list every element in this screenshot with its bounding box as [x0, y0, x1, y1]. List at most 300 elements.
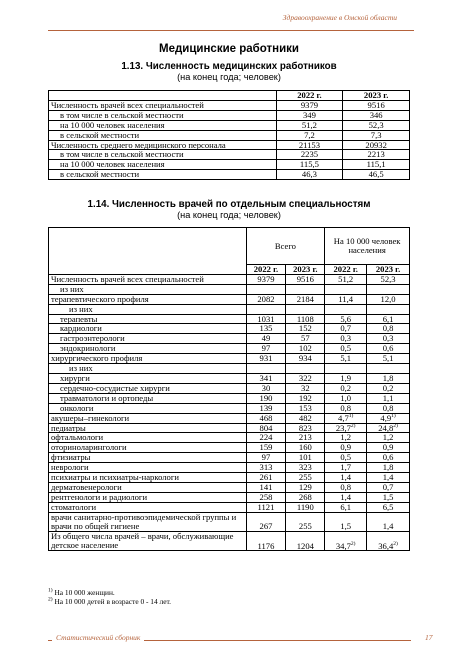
section1-subheading: (на конец года; человек)	[177, 72, 281, 82]
table2-cell-a	[246, 274, 286, 284]
table2-cell-d	[367, 294, 410, 304]
table2-cell-b	[286, 463, 325, 473]
table2-row-label: из них	[49, 364, 247, 374]
table2-value: 1121	[257, 501, 275, 512]
table2-cell-c	[325, 334, 367, 344]
table1-cell-v2023: 346	[343, 110, 410, 120]
section1-caption	[48, 61, 410, 82]
table2-header-total: Всего	[246, 228, 325, 265]
table2-value: 57	[301, 333, 310, 344]
table2-row	[49, 463, 410, 473]
table2-value: 0,9	[340, 442, 352, 453]
table2-cell-a	[246, 334, 286, 344]
table2-value: 159	[259, 442, 273, 453]
table2-cell-c	[325, 274, 367, 284]
table1-header-2023: 2023 г.	[343, 91, 410, 101]
footnote-ref: 2)	[393, 422, 398, 429]
table2-cell-c	[325, 324, 367, 334]
table2-value: 1,7	[340, 462, 352, 473]
table2-value: 52,3	[380, 273, 396, 284]
table2-row-label: акушеры–гинекологи	[49, 413, 247, 423]
table2-value: 213	[298, 432, 312, 443]
table2-value: 1,9	[340, 372, 352, 383]
table2-value: 4,9	[380, 412, 392, 423]
footnote-2	[48, 597, 171, 606]
table2-value: 97	[261, 452, 271, 463]
table2-cell-d	[367, 443, 410, 453]
table2-cell-a	[246, 324, 286, 334]
table2-row	[49, 304, 410, 314]
table2-row	[49, 453, 410, 463]
table2-value: 1,8	[382, 372, 394, 383]
table2-value: 0,8	[340, 481, 352, 492]
section2-subheading: (на конец года; человек)	[177, 210, 281, 220]
table2-cell-a	[246, 413, 286, 423]
table2-value: 139	[259, 402, 273, 413]
table2-cell-b	[286, 274, 325, 284]
table2-cell-b	[286, 294, 325, 304]
table2-row	[49, 473, 410, 483]
table2-row-label: из них	[49, 284, 247, 294]
table2-cell-c	[325, 314, 367, 324]
table2-cell-b	[286, 423, 325, 433]
table2-row-label: Из общего числа врачей – врачи, обслуживающие детское население	[49, 532, 247, 551]
table2-cell-d	[367, 344, 410, 354]
table2-value: 0,2	[382, 382, 394, 393]
table2-value: 6,1	[340, 501, 352, 512]
running-header: Здравоохранение в Омской области	[282, 13, 397, 22]
table2-value: 1108	[296, 313, 314, 324]
table2-row	[49, 492, 410, 502]
table2-value: 255	[298, 472, 312, 483]
table1-cell-v2022: 2235	[276, 150, 343, 160]
table2-cell-a	[246, 383, 286, 393]
table2-cell-d	[367, 383, 410, 393]
table2-cell-a	[246, 532, 286, 551]
table2-cell-b	[286, 403, 325, 413]
table1-row	[49, 160, 410, 170]
table2-cell-c	[325, 473, 367, 483]
table2-cell-d	[367, 324, 410, 334]
table2-row-label: сердечно-сосудистые хирурги	[49, 383, 247, 393]
table2-value: 6,5	[382, 501, 394, 512]
table2-value: 135	[259, 323, 273, 334]
table2-value: 11,4	[338, 293, 354, 304]
table1-cell-v2023: 46,5	[343, 170, 410, 180]
table2-row-label: терапевты	[49, 314, 247, 324]
table2-cell-d	[367, 492, 410, 502]
table2-value: 190	[259, 392, 273, 403]
medical-workers-table	[48, 90, 410, 180]
table2-row	[49, 284, 410, 294]
footnote-ref: 1)	[391, 412, 396, 419]
table2-value: 934	[298, 353, 312, 364]
table2-cell-c	[325, 403, 367, 413]
table2-row-label: травматологи и ортопеды	[49, 393, 247, 403]
table2-cell-c	[325, 433, 367, 443]
table1-cell-v2023: 7,3	[343, 130, 410, 140]
table2-cell-a	[246, 364, 286, 374]
table2-value: 1176	[257, 540, 275, 551]
table2-value: 313	[259, 462, 273, 473]
table2-row	[49, 433, 410, 443]
table2-value: 0,7	[340, 323, 352, 334]
table2-cell-b	[286, 453, 325, 463]
footnote-2-mark: 2)	[48, 596, 53, 603]
table1-row	[49, 100, 410, 110]
table1-row-label: на 10 000 человек населения	[49, 160, 277, 170]
table2-value: 267	[259, 521, 273, 532]
table2-row	[49, 502, 410, 512]
table2-value: 2184	[296, 293, 314, 304]
table2-cell-b	[286, 443, 325, 453]
table2-cell-c	[325, 423, 367, 433]
table2-row-label: офтальмологи	[49, 433, 247, 443]
table2-cell-b	[286, 314, 325, 324]
table2-row	[49, 324, 410, 334]
table2-cell-a	[246, 354, 286, 364]
table2-cell-a	[246, 284, 286, 294]
footnote-ref: 2)	[393, 540, 398, 547]
table2-row	[49, 403, 410, 413]
table2-cell-c	[325, 284, 367, 294]
footnote-1	[48, 588, 115, 597]
table2-row	[49, 413, 410, 423]
table2-cell-a	[246, 314, 286, 324]
table2-cell-d	[367, 304, 410, 314]
table2-cell-d	[367, 532, 410, 551]
table2-value: 341	[259, 372, 273, 383]
table1-row-label: в сельской местности	[49, 130, 277, 140]
table2-cell-b	[286, 502, 325, 512]
table2-value: 5,1	[382, 353, 394, 364]
table2-row-label: психиатры и психиатры-наркологи	[49, 473, 247, 483]
footnote-1-text: На 10 000 женщин.	[54, 588, 115, 597]
table2-cell-d	[367, 512, 410, 531]
table2-cell-a	[246, 492, 286, 502]
table2-header-rate-2023: 2023 г.	[367, 265, 410, 275]
table2-value: 1190	[296, 501, 314, 512]
table2-cell-c	[325, 304, 367, 314]
table2-header-empty	[49, 228, 247, 275]
table1-header-empty	[49, 91, 277, 101]
table2-value: 1,1	[382, 392, 394, 403]
table2-value: 255	[298, 521, 312, 532]
table2-row-label: оториноларингологи	[49, 443, 247, 453]
table2-value: 153	[298, 402, 312, 413]
table2-value: 160	[298, 442, 312, 453]
table2-cell-c	[325, 492, 367, 502]
table2-cell-c	[325, 482, 367, 492]
table2-cell-b	[286, 304, 325, 314]
table2-value: 0,8	[382, 323, 394, 334]
table2-cell-b	[286, 473, 325, 483]
table2-cell-b	[286, 324, 325, 334]
table2-cell-c	[325, 512, 367, 531]
table2-cell-d	[367, 463, 410, 473]
table2-value: 97	[261, 343, 271, 354]
table2-row-label: фтизиатры	[49, 453, 247, 463]
table2-value: 1,5	[340, 521, 352, 532]
table2-value: 49	[261, 333, 271, 344]
table2-cell-b	[286, 383, 325, 393]
table1-row	[49, 110, 410, 120]
table2-value: 9516	[296, 273, 314, 284]
table2-row	[49, 423, 410, 433]
table1-row	[49, 140, 410, 150]
table2-cell-d	[367, 482, 410, 492]
table2-header-total-2022: 2022 г.	[246, 265, 286, 275]
table2-value: 323	[298, 462, 312, 473]
table2-value: 0,6	[382, 343, 394, 354]
table2-value: 0,5	[340, 452, 352, 463]
table2-row	[49, 354, 410, 364]
table2-row	[49, 314, 410, 324]
table2-value: 0,2	[340, 382, 352, 393]
table2-row	[49, 294, 410, 304]
table2-cell-b	[286, 284, 325, 294]
table2-value: 931	[259, 353, 273, 364]
table1-row-label: Численность врачей всех специальностей	[49, 100, 277, 110]
table1-row	[49, 170, 410, 180]
table2-value: 1,4	[340, 491, 352, 502]
table2-value: 468	[259, 412, 273, 423]
table2-value: 34,7	[335, 540, 351, 551]
table1-header-2022: 2022 г.	[276, 91, 343, 101]
footnote-ref: 2)	[350, 540, 356, 547]
table2-value: 0,5	[340, 343, 352, 354]
table2-row-label: гастроэнтерологи	[49, 334, 247, 344]
table2-row	[49, 364, 410, 374]
table2-value: 4,7	[338, 412, 349, 423]
table2-cell-c	[325, 373, 367, 383]
table2-value: 129	[298, 481, 312, 492]
table2-row-label: из них	[49, 304, 247, 314]
table1-cell-v2023: 115,1	[343, 160, 410, 170]
table2-value: 5,1	[340, 353, 352, 364]
table2-value: 2082	[257, 293, 275, 304]
table2-value: 261	[259, 472, 273, 483]
table2-cell-c	[325, 364, 367, 374]
table2-cell-d	[367, 364, 410, 374]
table2-cell-c	[325, 463, 367, 473]
table2-cell-d	[367, 413, 410, 423]
table2-value: 1,5	[382, 491, 394, 502]
table2-cell-a	[246, 294, 286, 304]
header-rule-tail	[410, 30, 414, 31]
table2-value: 1,8	[382, 462, 394, 473]
table2-value: 102	[298, 343, 312, 354]
table2-value: 6,1	[382, 313, 394, 324]
table2-cell-c	[325, 502, 367, 512]
table2-row-label: неврологи	[49, 463, 247, 473]
table2-value: 1,4	[340, 472, 352, 483]
table2-value: 101	[298, 452, 312, 463]
table1-cell-v2023: 52,3	[343, 120, 410, 130]
table2-cell-b	[286, 492, 325, 502]
table2-cell-c	[325, 294, 367, 304]
table2-cell-a	[246, 482, 286, 492]
table2-cell-c	[325, 344, 367, 354]
table1-cell-v2022: 7,2	[276, 130, 343, 140]
section2-caption	[48, 199, 410, 220]
table2-cell-a	[246, 373, 286, 383]
table2-row-label: эндокринологи	[49, 344, 247, 354]
table2-cell-a	[246, 403, 286, 413]
table2-cell-c	[325, 383, 367, 393]
table2-cell-b	[286, 532, 325, 551]
table2-row	[49, 373, 410, 383]
section2-heading: 1.14. Численность врачей по отдельным специальностям	[87, 199, 371, 210]
table2-row-label: онкологи	[49, 403, 247, 413]
table2-row-label: хирурги	[49, 373, 247, 383]
table2-value: 51,2	[338, 273, 354, 284]
header-rule	[48, 30, 411, 31]
table2-value: 1031	[257, 313, 275, 324]
table1-cell-v2023: 9516	[343, 100, 410, 110]
table2-value: 36,4	[378, 540, 394, 551]
table2-row-label: терапевтического профиля	[49, 294, 247, 304]
table2-cell-b	[286, 364, 325, 374]
table2-cell-a	[246, 512, 286, 531]
table2-cell-b	[286, 482, 325, 492]
table2-cell-a	[246, 304, 286, 314]
table2-cell-b	[286, 354, 325, 364]
table2-cell-c	[325, 532, 367, 551]
table2-value: 224	[259, 432, 273, 443]
table2-cell-d	[367, 284, 410, 294]
table2-cell-a	[246, 463, 286, 473]
table2-cell-b	[286, 344, 325, 354]
table2-row	[49, 393, 410, 403]
table1-row-label: на 10 000 человек населения	[49, 120, 277, 130]
table2-value: 1,0	[340, 392, 352, 403]
table2-row-label: хирургического профиля	[49, 354, 247, 364]
table2-value: 9379	[257, 273, 275, 284]
table2-cell-d	[367, 334, 410, 344]
table2-cell-b	[286, 393, 325, 403]
table2-value: 0,9	[382, 442, 394, 453]
table2-value: 823	[298, 422, 312, 433]
table2-header-per10k: На 10 000 человек населения	[325, 228, 410, 265]
table2-value: 258	[259, 491, 273, 502]
table1-cell-v2022: 46,3	[276, 170, 343, 180]
table2-cell-c	[325, 443, 367, 453]
table2-cell-d	[367, 403, 410, 413]
table2-row-label: рентгенологи и радиологи	[49, 492, 247, 502]
table2-value: 1,4	[382, 472, 394, 483]
table2-cell-d	[367, 453, 410, 463]
table2-cell-b	[286, 512, 325, 531]
table2-row-label: врачи санитарно-противоэпидемической группы и врачи по общей гигиене	[49, 512, 247, 531]
table2-row	[49, 482, 410, 492]
table2-cell-c	[325, 393, 367, 403]
table2-row-label: педиатры	[49, 423, 247, 433]
table1-cell-v2023: 2213	[343, 150, 410, 160]
table2-value: 1,4	[382, 521, 394, 532]
table2-cell-c	[325, 413, 367, 423]
table2-cell-a	[246, 393, 286, 403]
table2-value: 24,8	[378, 422, 394, 433]
table2-header-rate-2022: 2022 г.	[325, 265, 367, 275]
table2-cell-a	[246, 344, 286, 354]
table1-cell-v2022: 349	[276, 110, 343, 120]
table2-value: 1,2	[382, 432, 394, 443]
physicians-by-specialty-table	[48, 227, 410, 551]
table2-row	[49, 443, 410, 453]
footnote-ref: 1)	[348, 412, 354, 419]
table1-row-label: в том числе в сельской местности	[49, 110, 277, 120]
table2-value: 0,3	[340, 333, 352, 344]
table2-cell-d	[367, 274, 410, 284]
table2-value: 5,6	[340, 313, 352, 324]
table2-cell-a	[246, 453, 286, 463]
table2-cell-b	[286, 433, 325, 443]
table1-row	[49, 150, 410, 160]
footnote-1-mark: 1)	[48, 587, 53, 594]
table2-cell-a	[246, 443, 286, 453]
table2-value: 268	[298, 491, 312, 502]
table2-row-label: кардиологи	[49, 324, 247, 334]
table2-row-label: стоматологи	[49, 502, 247, 512]
table2-cell-d	[367, 373, 410, 383]
table1-row-label: в сельской местности	[49, 170, 277, 180]
table1-cell-v2023: 20932	[343, 140, 410, 150]
table2-cell-d	[367, 473, 410, 483]
table2-value: 0,8	[340, 402, 352, 413]
table1-cell-v2022: 115,5	[276, 160, 343, 170]
table1-cell-v2022: 9379	[276, 100, 343, 110]
table1-row	[49, 120, 410, 130]
page-title: Медицинские работники	[159, 43, 299, 55]
table2-value: 1,2	[340, 432, 352, 443]
table2-cell-b	[286, 413, 325, 423]
table2-row	[49, 512, 410, 531]
table2-cell-c	[325, 453, 367, 463]
table2-value: 0,3	[382, 333, 394, 344]
footnote-ref: 2)	[350, 422, 356, 429]
table2-value: 12,0	[380, 293, 396, 304]
footnote-2-text: На 10 000 детей в возрасте 0 - 14 лет.	[54, 597, 172, 606]
table2-cell-d	[367, 433, 410, 443]
table2-value: 192	[298, 392, 312, 403]
table2-cell-d	[367, 393, 410, 403]
table1-cell-v2022: 21153	[276, 140, 343, 150]
table2-cell-b	[286, 373, 325, 383]
table2-value: 482	[298, 412, 312, 423]
table2-value: 0,7	[382, 481, 394, 492]
table2-cell-d	[367, 423, 410, 433]
table2-value: 23,7	[335, 422, 351, 433]
footer-publication: Статистический сборник	[52, 633, 144, 642]
table2-row	[49, 274, 410, 284]
table1-row-label: в том числе в сельской местности	[49, 150, 277, 160]
table2-cell-d	[367, 314, 410, 324]
table2-cell-c	[325, 354, 367, 364]
table2-row	[49, 532, 410, 551]
table2-value: 32	[301, 382, 310, 393]
section1-heading: 1.13. Численность медицинских работников	[121, 61, 337, 72]
table2-row-label: дерматовенерологи	[49, 482, 247, 492]
table2-cell-d	[367, 502, 410, 512]
table2-cell-b	[286, 334, 325, 344]
table2-header-total-2023: 2023 г.	[286, 265, 325, 275]
table2-cell-a	[246, 473, 286, 483]
table2-row-label: Численность врачей всех специальностей	[49, 274, 247, 284]
table1-row	[49, 130, 410, 140]
table2-value: 152	[298, 323, 312, 334]
table2-cell-a	[246, 433, 286, 443]
